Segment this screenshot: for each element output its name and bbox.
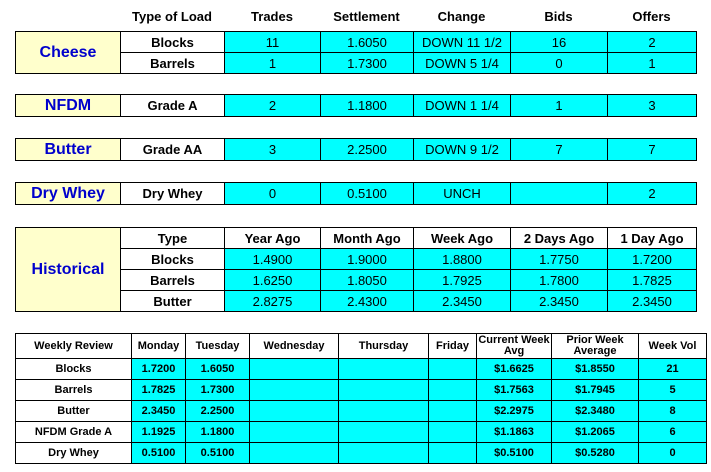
weekly-cell-week-vol: 0 (639, 443, 707, 464)
weekly-cell-wednesday (250, 401, 339, 422)
weekly-cell-tuesday: 1.7300 (186, 380, 250, 401)
butter-trades: 3 (225, 139, 321, 161)
historical-barrels-1-day-ago: 1.7825 (608, 270, 697, 291)
butter-label: Butter (16, 139, 121, 161)
weekly-row-label: Blocks (16, 359, 132, 380)
drywhey-change: UNCH (414, 183, 511, 205)
weekly-cell-friday (429, 422, 477, 443)
weekly-cell-wednesday (250, 422, 339, 443)
weekly-cell-tuesday: 1.1800 (186, 422, 250, 443)
historical-type-barrels: Barrels (121, 270, 225, 291)
weekly-cell-current-week-avg: $0.5100 (477, 443, 552, 464)
nfdm-type: Grade A (121, 95, 225, 117)
weekly-cell-prior-week-average: $2.3480 (552, 401, 639, 422)
cheese-barrels-trades: 1 (225, 53, 321, 74)
weekly-cell-wednesday (250, 359, 339, 380)
weekly-cell-prior-week-average: $1.8550 (552, 359, 639, 380)
nfdm-change: DOWN 1 1/4 (414, 95, 511, 117)
weekly-header-tuesday: Tuesday (186, 334, 250, 359)
weekly-cell-tuesday: 2.2500 (186, 401, 250, 422)
weekly-cell-monday: 0.5100 (132, 443, 186, 464)
weekly-cell-current-week-avg: $1.7563 (477, 380, 552, 401)
drywhey-trades: 0 (225, 183, 321, 205)
weekly-row-label: Dry Whey (16, 443, 132, 464)
historical-header-week-ago: Week Ago (414, 228, 511, 249)
weekly-cell-prior-week-average: $1.7945 (552, 380, 639, 401)
weekly-cell-thursday (339, 380, 429, 401)
header-bids: Bids (544, 9, 573, 24)
drywhey-type: Dry Whey (121, 183, 225, 205)
weekly-cell-friday (429, 401, 477, 422)
weekly-cell-week-vol: 21 (639, 359, 707, 380)
historical-type-butter: Butter (121, 291, 225, 312)
cheese-barrels-bids: 0 (511, 53, 608, 74)
weekly-header-week-vol: Week Vol (639, 334, 707, 359)
weekly-cell-current-week-avg: $1.1863 (477, 422, 552, 443)
weekly-cell-thursday (339, 443, 429, 464)
weekly-cell-prior-week-average: $0.5280 (552, 443, 639, 464)
cheese-blocks-change: DOWN 11 1/2 (414, 32, 511, 53)
header-type-of-load: Type of Load (132, 9, 212, 24)
weekly-cell-week-vol: 5 (639, 380, 707, 401)
historical-header-month-ago: Month Ago (321, 228, 414, 249)
cheese-blocks-settlement: 1.6050 (321, 32, 414, 53)
header-offers: Offers (632, 9, 671, 24)
butter-bids: 7 (511, 139, 608, 161)
historical-barrels-year-ago: 1.6250 (225, 270, 321, 291)
historical-butter-2-days-ago: 2.3450 (511, 291, 608, 312)
weekly-cell-monday: 2.3450 (132, 401, 186, 422)
historical-header-1-day-ago: 1 Day Ago (608, 228, 697, 249)
weekly-cell-tuesday: 0.5100 (186, 443, 250, 464)
weekly-cell-thursday (339, 359, 429, 380)
weekly-header-thursday: Thursday (339, 334, 429, 359)
nfdm-table (15, 94, 697, 117)
weekly-review-table (15, 333, 707, 464)
weekly-header-prior-week-average: Prior Week Average (552, 334, 639, 359)
weekly-cell-friday (429, 443, 477, 464)
weekly-header-current-week-avg: Current Week Avg (478, 334, 550, 357)
drywhey-bids (511, 183, 608, 205)
weekly-cell-prior-week-average: $1.2065 (552, 422, 639, 443)
weekly-cell-friday (429, 380, 477, 401)
historical-barrels-month-ago: 1.8050 (321, 270, 414, 291)
cheese-barrels-change: DOWN 5 1/4 (414, 53, 511, 74)
weekly-cell-week-vol: 6 (639, 422, 707, 443)
drywhey-offers: 2 (608, 183, 697, 205)
nfdm-offers: 3 (608, 95, 697, 117)
historical-blocks-month-ago: 1.9000 (321, 249, 414, 270)
nfdm-trades: 2 (225, 95, 321, 117)
weekly-header-review: Weekly Review (16, 334, 132, 359)
weekly-cell-thursday (339, 401, 429, 422)
historical-butter-year-ago: 2.8275 (225, 291, 321, 312)
drywhey-settlement: 0.5100 (321, 183, 414, 205)
weekly-cell-monday: 1.7200 (132, 359, 186, 380)
historical-header-2-days-ago: 2 Days Ago (511, 228, 608, 249)
historical-blocks-year-ago: 1.4900 (225, 249, 321, 270)
historical-label: Historical (16, 228, 121, 312)
historical-butter-1-day-ago: 2.3450 (608, 291, 697, 312)
weekly-cell-monday: 1.1925 (132, 422, 186, 443)
historical-barrels-2-days-ago: 1.7800 (511, 270, 608, 291)
drywhey-label: Dry Whey (16, 183, 121, 205)
weekly-row-label: Barrels (16, 380, 132, 401)
nfdm-bids: 1 (511, 95, 608, 117)
header-settlement: Settlement (333, 9, 400, 24)
historical-blocks-1-day-ago: 1.7200 (608, 249, 697, 270)
weekly-header-wednesday: Wednesday (250, 334, 339, 359)
weekly-cell-week-vol: 8 (639, 401, 707, 422)
butter-offers: 7 (608, 139, 697, 161)
historical-butter-month-ago: 2.4300 (321, 291, 414, 312)
weekly-cell-thursday (339, 422, 429, 443)
cheese-blocks-trades: 11 (225, 32, 321, 53)
butter-type: Grade AA (121, 139, 225, 161)
cheese-table (15, 31, 697, 74)
header-trades: Trades (251, 9, 293, 24)
historical-header-type: Type (121, 228, 225, 249)
weekly-cell-tuesday: 1.6050 (186, 359, 250, 380)
weekly-cell-monday: 1.7825 (132, 380, 186, 401)
cheese-blocks-bids: 16 (511, 32, 608, 53)
header-change: Change (437, 9, 486, 24)
weekly-header-monday: Monday (132, 334, 186, 359)
nfdm-settlement: 1.1800 (321, 95, 414, 117)
cheese-type-blocks: Blocks (121, 32, 225, 53)
historical-butter-week-ago: 2.3450 (414, 291, 511, 312)
cheese-label: Cheese (16, 32, 121, 74)
weekly-cell-wednesday (250, 380, 339, 401)
butter-change: DOWN 9 1/2 (414, 139, 511, 161)
weekly-row-label: Butter (16, 401, 132, 422)
cheese-barrels-offers: 1 (608, 53, 697, 74)
butter-settlement: 2.2500 (321, 139, 414, 161)
weekly-cell-friday (429, 359, 477, 380)
historical-type-blocks: Blocks (121, 249, 225, 270)
nfdm-label: NFDM (16, 95, 121, 117)
cheese-blocks-offers: 2 (608, 32, 697, 53)
cheese-barrels-settlement: 1.7300 (321, 53, 414, 74)
historical-blocks-week-ago: 1.8800 (414, 249, 511, 270)
cheese-type-barrels: Barrels (121, 53, 225, 74)
historical-header-year-ago: Year Ago (225, 228, 321, 249)
butter-table (15, 138, 697, 161)
weekly-cell-current-week-avg: $2.2975 (477, 401, 552, 422)
weekly-cell-current-week-avg: $1.6625 (477, 359, 552, 380)
historical-table (15, 227, 697, 312)
historical-barrels-week-ago: 1.7925 (414, 270, 511, 291)
drywhey-table (15, 182, 697, 205)
historical-blocks-2-days-ago: 1.7750 (511, 249, 608, 270)
weekly-row-label: NFDM Grade A (16, 422, 132, 443)
weekly-header-friday: Friday (429, 334, 477, 359)
weekly-cell-wednesday (250, 443, 339, 464)
